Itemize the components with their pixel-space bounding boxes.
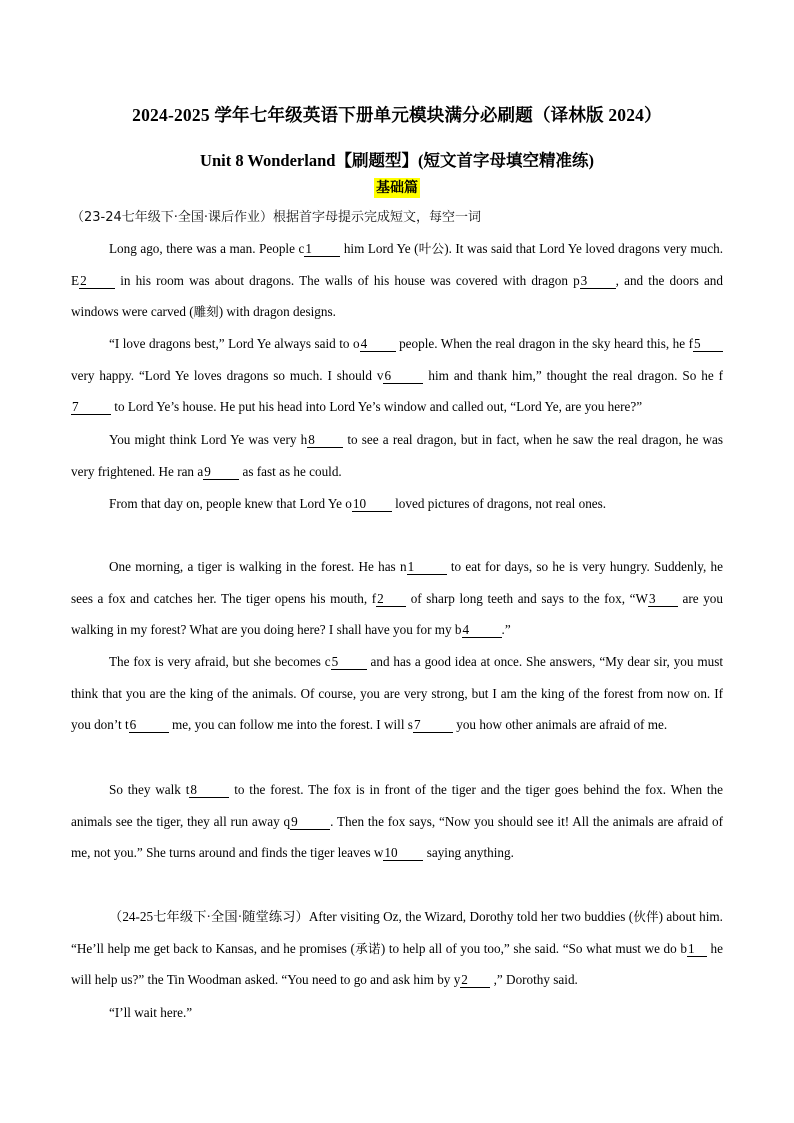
text-run: very happy. “Lord Ye loves dragons so much. I should v: [71, 367, 384, 383]
text-run: to eat for days, so he is very hungry. Suddenly, he sees a fox and catches her. The tiger opens his mouth, f: [71, 559, 723, 606]
blank-1[interactable]: 1: [407, 560, 447, 575]
text-run: in his room was about dragons. The walls of his house was covered with dragon p: [115, 272, 580, 288]
passage1-paragraph2: [71, 328, 723, 423]
text-run: him and thank him,” thought the real dragon. So he f: [423, 367, 723, 383]
blank-1[interactable]: 1: [304, 242, 340, 257]
passage2-paragraph3: [71, 774, 723, 869]
text-run: loved pictures of dragons, not real ones.: [391, 496, 607, 511]
blank-7[interactable]: 7: [413, 718, 453, 733]
chinese-gloss: 叶公: [418, 241, 445, 256]
section-badge: 基础篇: [376, 180, 418, 196]
text-run: are you walking in my forest? What are you doing here? I shall have you for my b: [71, 590, 723, 638]
text-run: The fox is very afraid, but she becomes c: [109, 654, 331, 669]
blank-6[interactable]: 6: [383, 369, 423, 384]
chinese-gloss: 雕刻: [193, 304, 219, 320]
blank-7[interactable]: 7: [71, 400, 111, 415]
text-run: .”: [501, 622, 511, 638]
blank-1[interactable]: 1: [687, 942, 707, 957]
text-run: ,” Dorothy said.: [490, 972, 578, 988]
blank-6[interactable]: 6: [129, 718, 169, 733]
passage2-paragraph2: [71, 646, 723, 741]
blank-10[interactable]: 10: [383, 846, 423, 861]
text-run: ) about him. “He’ll help me get back to Kansas, and he promises (: [71, 909, 723, 956]
text-run: he will help us?” the Tin Woodman asked. “You need to go and ask him by y: [71, 940, 723, 988]
blank-5[interactable]: 5: [331, 655, 367, 670]
passage1-paragraph3: [71, 424, 723, 487]
text-run: . Then the fox says, “Now you should see it! All the animals are afraid of me, not you.” She turns around and finds the tiger leaves w: [71, 813, 723, 861]
text-run: saying anything.: [423, 845, 514, 861]
document-subtitle: Unit 8 Wonderland【刷题型】(短文首字母填空精准练): [200, 151, 594, 170]
document-title: 2024-2025 学年七年级英语下册单元模块满分必刷题（译林版 2024）: [132, 105, 662, 125]
text-run: you how other animals are afraid of me.: [452, 717, 668, 733]
text-run: （24-25七年级下·全国·随堂练习）After visiting Oz, the Wizard, Dorothy told her two buddies (: [109, 909, 634, 924]
blank-3[interactable]: 3: [580, 274, 616, 289]
text-run: “I love dragons best,” Lord Ye always said to o: [109, 336, 360, 351]
blank-9[interactable]: 9: [203, 465, 239, 480]
text-run: “I’ll wait here.”: [109, 1005, 193, 1020]
text-run: to the forest. The fox is in front of the tiger and the tiger goes behind the fox. When the animals see the tiger, they all run away q: [71, 782, 723, 829]
text-run: ). It was said that Lord Ye loved dragons very much. E: [71, 241, 723, 288]
passage3-paragraph1: [71, 901, 723, 996]
text-run: him Lord Ye (: [340, 241, 419, 256]
blank-5[interactable]: 5: [693, 337, 723, 352]
text-run: From that day on, people knew that Lord Ye o: [109, 496, 352, 511]
text-run: to see a real dragon, but in fact, when he saw the real dragon, he was very frightened. He ran a: [71, 432, 723, 479]
text-run: to Lord Ye’s house. He put his head into Lord Ye’s window and called out, “Lord Ye, are you here?”: [111, 399, 643, 415]
blank-10[interactable]: 10: [352, 497, 392, 512]
text-run: So they walk t: [109, 782, 190, 797]
text-run: You might think Lord Ye was very h: [109, 432, 308, 447]
blank-2[interactable]: 2: [376, 592, 406, 607]
text-run: One morning, a tiger is walking in the forest. He has n: [109, 559, 407, 574]
section-badge-wrap: [0, 178, 794, 198]
blank-4[interactable]: 4: [462, 623, 502, 638]
text-run: people. When the real dragon in the sky heard this, he f: [395, 336, 693, 351]
passage1-paragraph1: [71, 233, 723, 328]
blank-2[interactable]: 2: [460, 973, 490, 988]
text-run: of sharp long teeth and says to the fox, “W: [406, 590, 648, 606]
blank-4[interactable]: 4: [360, 337, 396, 352]
text-run: as fast as he could.: [239, 463, 342, 479]
passage2-paragraph1: [71, 551, 723, 646]
passage1-paragraph4: [71, 488, 723, 520]
blank-2[interactable]: 2: [79, 274, 115, 289]
chinese-gloss: 伙伴: [633, 909, 659, 924]
text-run: , and the doors and windows were carved (: [71, 272, 723, 320]
text-run: ) with dragon designs.: [218, 304, 336, 320]
chinese-gloss: 承诺: [354, 940, 381, 956]
text-run: and has a good idea at once. She answers, “My dear sir, you must think that you are the king of the animals. Of course, you are very strong, but I am the king of the forest from now on. If you don’t t: [71, 654, 724, 733]
text-run: me, you can follow me into the forest. I will s: [168, 717, 413, 733]
blank-8[interactable]: 8: [189, 783, 229, 798]
blank-9[interactable]: 9: [290, 815, 330, 830]
blank-8[interactable]: 8: [307, 433, 343, 448]
passage3-paragraph2: [71, 997, 723, 1029]
exercise-instruction: （23-24七年级下·全国·课后作业）根据首字母提示完成短文，每空一词: [71, 210, 482, 225]
text-run: ) to help all of you too,” she said. “So what must we do b: [380, 940, 687, 956]
text-run: Long ago, there was a man. People c: [109, 241, 305, 256]
blank-3[interactable]: 3: [648, 592, 678, 607]
